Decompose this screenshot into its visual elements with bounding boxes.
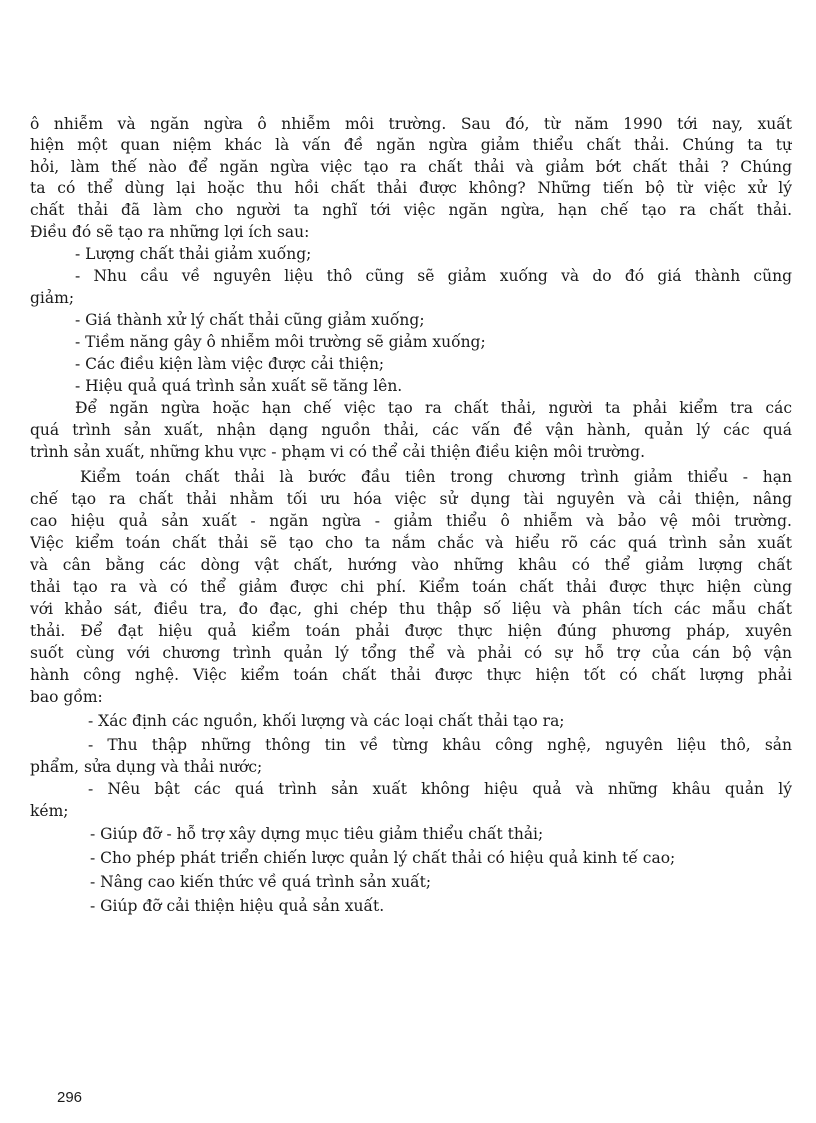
text-line: Để ngăn ngừa hoặc hạn chế việc tạo ra chất thải, người ta phải kiểm tra các (75, 399, 792, 417)
text-line: thải tạo ra và có thể giảm được chi phí. Kiểm toán chất thải được thực hiện cùng (30, 578, 792, 596)
text-line: cao hiệu quả sản xuất - ngăn ngừa - giảm thiểu ô nhiễm và bảo vệ môi trường. (30, 512, 792, 530)
text-line: - Thu thập những thông tin về từng khâu công nghệ, nguyên liệu thô, sản (88, 736, 792, 754)
text-line: quá trình sản xuất, nhận dạng nguồn thải, các vấn đề vận hành, quản lý các quá (30, 421, 792, 439)
text-line: - Giá thành xử lý chất thải cũng giảm xuống; (75, 311, 425, 329)
text-line: - Cho phép phát triển chiến lược quản lý chất thải có hiệu quả kinh tế cao; (90, 849, 676, 867)
text-line: - Các điều kiện làm việc được cải thiện; (75, 355, 385, 373)
text-line: chất thải đã làm cho người ta nghĩ tới việc ngăn ngừa, hạn chế tạo ra chất thải. (30, 201, 792, 219)
text-line: Kiểm toán chất thải là bước đầu tiên trong chương trình giảm thiểu - hạn (80, 468, 792, 486)
text-line: Điều đó sẽ tạo ra những lợi ích sau: (30, 223, 310, 241)
text-line: - Nhu cầu về nguyên liệu thô cũng sẽ giảm xuống và do đó giá thành cũng (75, 267, 792, 285)
text-line: - Giúp đỡ cải thiện hiệu quả sản xuất. (90, 897, 385, 915)
text-line: hỏi, làm thế nào để ngăn ngừa việc tạo ra chất thải và giảm bớt chất thải ? Chúng (30, 158, 792, 176)
text-line: - Tiềm năng gây ô nhiễm môi trường sẽ giảm xuống; (75, 333, 486, 351)
text-line: hiện một quan niệm khác là vấn đề ngăn ngừa giảm thiểu chất thải. Chúng ta tự (30, 136, 792, 154)
text-line: - Nêu bật các quá trình sản xuất không hiệu quả và những khâu quản lý (88, 780, 792, 798)
text-line: giảm; (30, 289, 75, 307)
text-line: Việc kiểm toán chất thải sẽ tạo cho ta nắm chắc và hiểu rõ các quá trình sản xuất (30, 534, 792, 552)
text-line: thải. Để đạt hiệu quả kiểm toán phải được thực hiện đúng phương pháp, xuyên (30, 622, 792, 640)
text-line: chế tạo ra chất thải nhằm tối ưu hóa việc sử dụng tài nguyên và cải thiện, nâng (30, 490, 792, 508)
text-line: - Hiệu quả quá trình sản xuất sẽ tăng lên. (75, 377, 403, 395)
text-line: bao gồm: (30, 688, 103, 706)
text-line: - Lượng chất thải giảm xuống; (75, 245, 312, 263)
text-line: suốt cùng với chương trình quản lý tổng thể và phải có sự hỗ trợ của cán bộ vận (30, 644, 792, 662)
text-line: - Nâng cao kiến thức về quá trình sản xuất; (90, 873, 432, 891)
text-line: ta có thể dùng lại hoặc thu hồi chất thải được không? Những tiến bộ từ việc xử lý (30, 179, 792, 197)
text-line: - Giúp đỡ - hỗ trợ xây dựng mục tiêu giảm thiểu chất thải; (90, 825, 544, 843)
text-line: với khảo sát, điều tra, đo đạc, ghi chép thu thập số liệu và phân tích các mẫu chất (30, 600, 792, 618)
text-line: - Xác định các nguồn, khối lượng và các loại chất thải tạo ra; (88, 712, 565, 730)
text-line: hành công nghệ. Việc kiểm toán chất thải được thực hiện tốt có chất lượng phải (30, 666, 792, 684)
text-line: ô nhiễm và ngăn ngừa ô nhiễm môi trường. Sau đó, từ năm 1990 tới nay, xuất (30, 115, 792, 133)
page-number: 296 (57, 1089, 83, 1106)
text-line: kém; (30, 802, 69, 820)
text-line: và cân bằng các dòng vật chất, hướng vào những khâu có thể giảm lượng chất (30, 556, 792, 574)
text-line: phẩm, sửa dụng và thải nước; (30, 758, 263, 776)
text-line: trình sản xuất, những khu vực - phạm vi có thể cải thiện điều kiện môi trường. (30, 443, 646, 461)
